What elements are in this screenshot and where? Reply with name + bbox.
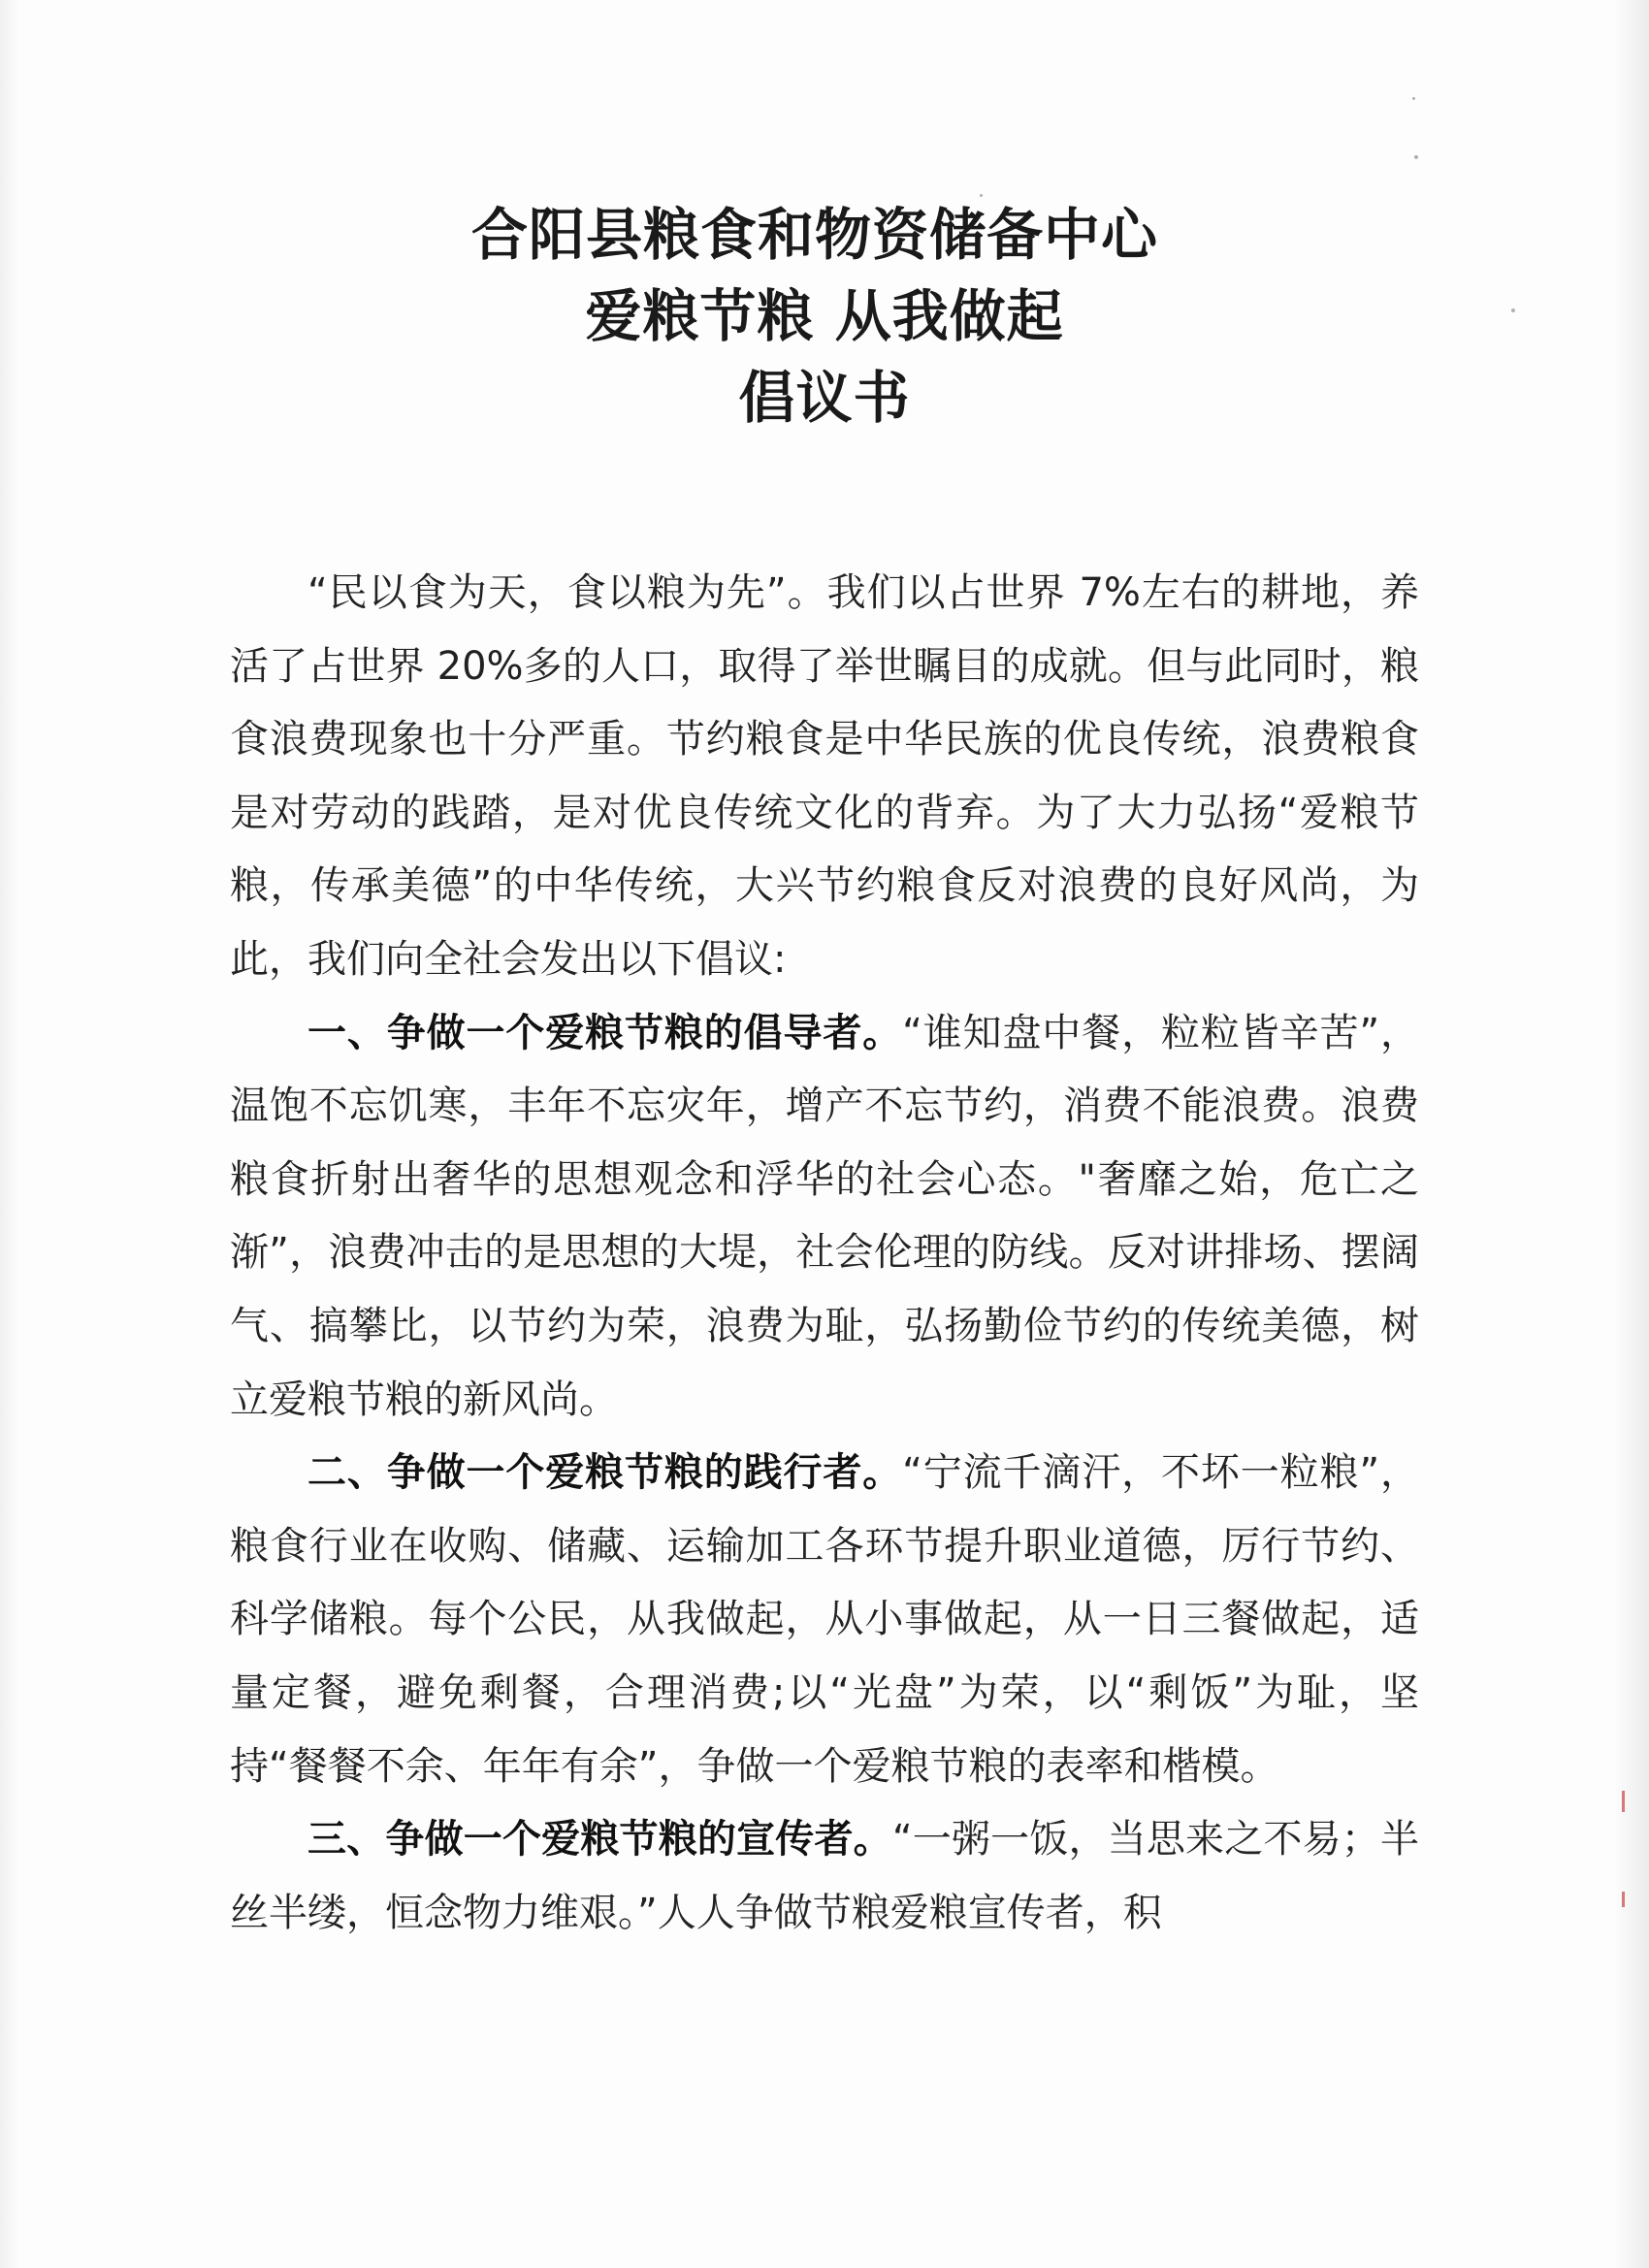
title-line-organization: 合阳县粮食和物资储备中心	[470, 202, 1158, 268]
document-title	[0, 194, 1649, 438]
intro-paragraph: “民以食为天，食以粮为先”。我们以占世界 7%左右的耕地，养活了占世界 20%多的人口，取得了举世瞩目的成就。但与此同时，粮食浪费现象也十分严重。节约粮食是中华民族的优良传统，浪费粮食是对劳动的践踏，是对优良传统文化的背弃。为了大力弘扬“爱粮节粮，传承美德”的中华传统，大兴节约粮食反对浪费的良好风尚，为此，我们向全社会发出以下倡议:	[230, 570, 1419, 982]
section-text: “谁知盘中餐，粒粒皆辛苦”，温饱不忘饥寒，丰年不忘灾年，增产不忘节约，消费不能浪费。浪费粮食折射出奢华的思想观念和浮华的社会心态。"奢靡之始，危亡之渐”，浪费冲击的是思想的大堤，社会伦理的防线。反对讲排场、摆阔气、搞攀比，以节约为荣，浪费为耻，弘扬勤俭节约的传统美德，树立爱粮节粮的新风尚。	[230, 1010, 1419, 1422]
section-heading: 三、争做一个爱粮节粮的宣传者。	[307, 1817, 892, 1863]
section-paragraph	[230, 997, 1419, 1438]
section-heading: 二、争做一个爱粮节粮的践行者。	[307, 1450, 903, 1496]
scan-red-mark	[1622, 1892, 1625, 1907]
section-text: “一粥一饭，当思来之不易；半丝半缕，恒念物力维艰。”人人争做节粮爱粮宣传者，积	[230, 1817, 1419, 1935]
section-paragraph	[230, 1803, 1419, 1950]
scan-speck	[1412, 97, 1415, 100]
title-line-doc-type: 倡议书	[738, 365, 911, 431]
scan-speck	[1414, 155, 1418, 159]
section-text: “宁流千滴汗，不坏一粒粮”，粮食行业在收购、储藏、运输加工各环节提升职业道德，厉行节约、科学储粮。每个公民，从我做起，从小事做起，从一日三餐做起，适量定餐，避免剩餐，合理消费;以“光盘”为荣，以“剩饭”为耻，坚持“餐餐不余、年年有余”，争做一个爱粮节粮的表率和楷模。	[230, 1450, 1419, 1789]
section-heading: 一、争做一个爱粮节粮的倡导者。	[307, 1010, 903, 1055]
document-body	[230, 557, 1419, 1950]
title-line-slogan: 爱粮节粮 从我做起	[585, 283, 1064, 349]
section-paragraph	[230, 1437, 1419, 1803]
scan-red-mark	[1622, 1791, 1625, 1812]
